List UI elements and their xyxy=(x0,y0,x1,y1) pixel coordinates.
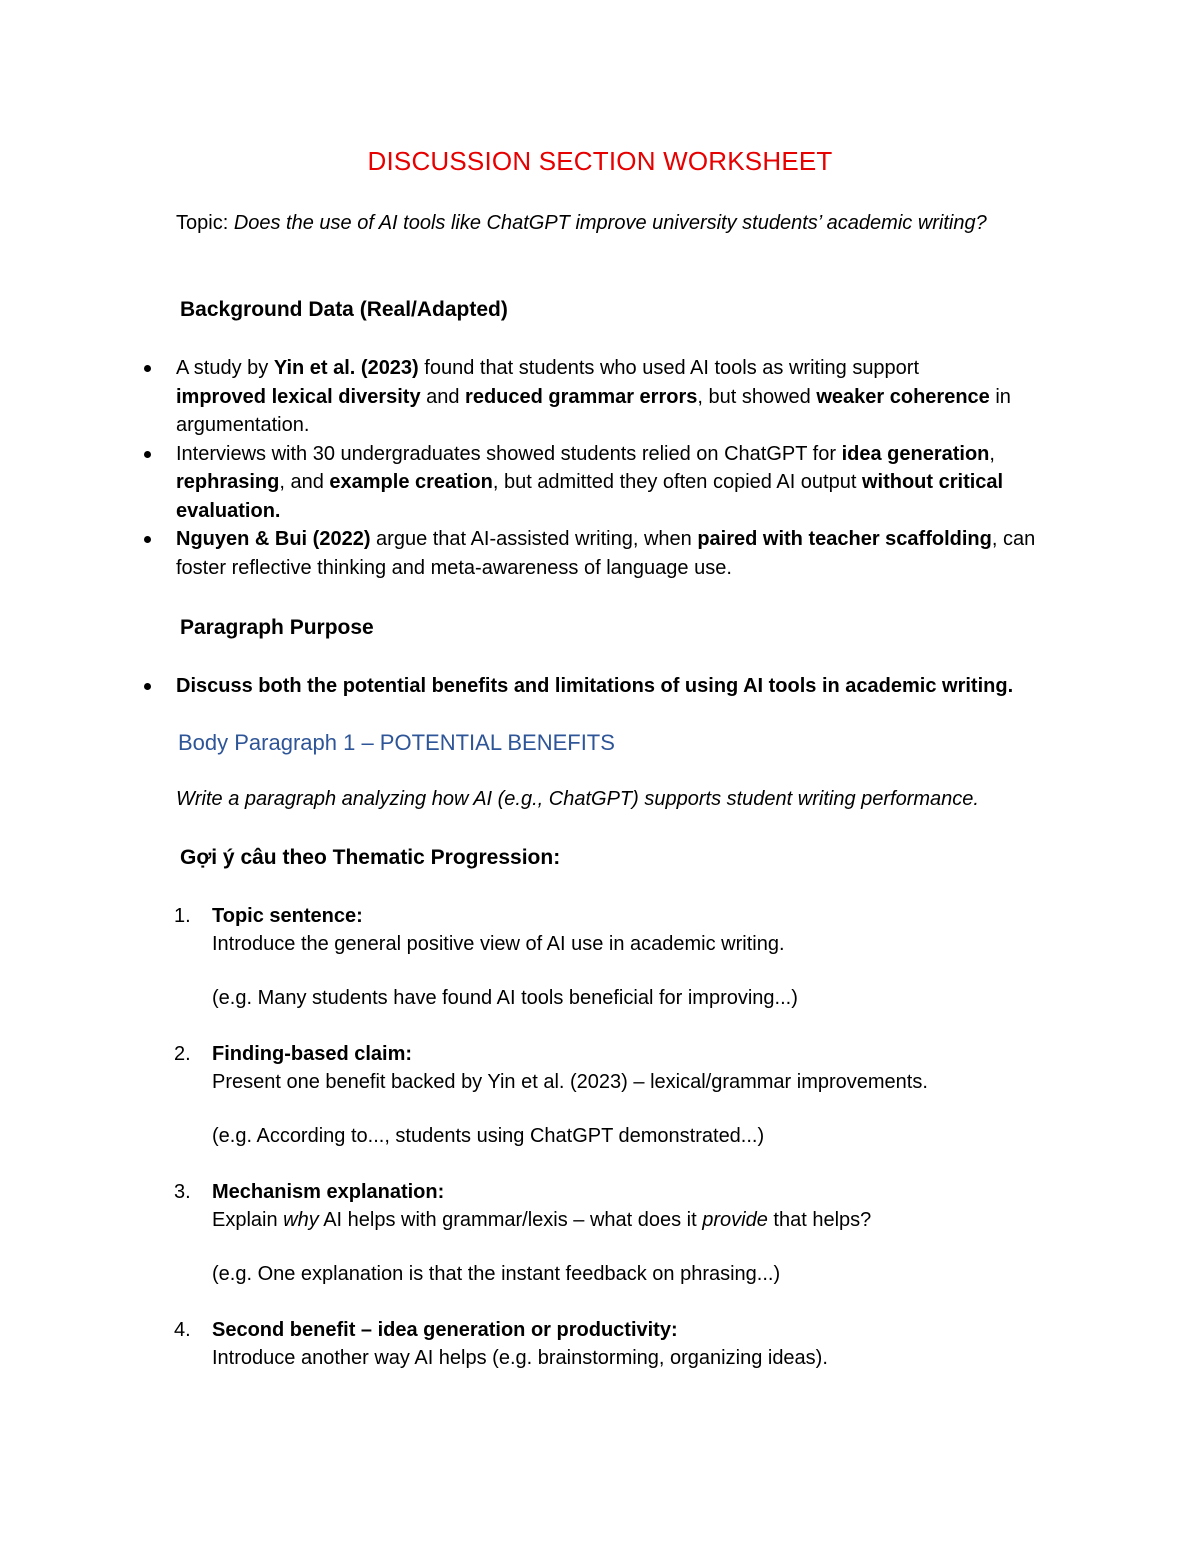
step-item xyxy=(174,1178,1092,1288)
step-number: 3. xyxy=(174,1181,191,1203)
step-example: (e.g. According to..., students using ChatGPT demonstrated...) xyxy=(212,1125,765,1147)
step-description: Introduce the general positive view of AI use in academic writing. xyxy=(212,933,785,955)
topic-question: Does the use of AI tools like ChatGPT improve university students’ academic writing? xyxy=(233,212,987,234)
topic-label: Topic: xyxy=(176,212,234,234)
step-item xyxy=(174,902,1092,1012)
step-number: 1. xyxy=(174,905,191,927)
step-title: Finding-based claim: xyxy=(212,1043,413,1065)
step-example: (e.g. Many students have found AI tools beneficial for improving...) xyxy=(212,987,798,1009)
background-bullet: A study by Yin et al. (2023) found that students who used AI tools as writing support improved lexical diversity and reduced grammar errors, but showed weaker coherence in argumentation. xyxy=(176,354,1076,440)
suggestion-steps xyxy=(174,902,1092,1372)
step-title: Second benefit – idea generation or productivity: xyxy=(212,1319,678,1341)
purpose-heading: Paragraph Purpose xyxy=(180,616,374,639)
topic-line xyxy=(176,212,987,235)
step-item xyxy=(174,1040,1092,1150)
body-paragraph-heading: Body Paragraph 1 – POTENTIAL BENEFITS xyxy=(178,730,615,755)
background-bullet: Nguyen & Bui (2022) argue that AI-assisted writing, when paired with teacher scaffolding, can foster reflective thinking and meta-awareness of language use. xyxy=(176,525,1076,582)
background-bullet-list xyxy=(176,354,1076,582)
step-description: Introduce another way AI helps (e.g. brainstorming, organizing ideas). xyxy=(212,1347,828,1369)
step-description: Present one benefit backed by Yin et al. (2023) – lexical/grammar improvements. xyxy=(212,1071,928,1093)
background-bullet: Interviews with 30 undergraduates showed students relied on ChatGPT for idea generation, rephrasing, and example creation, but admitted they often copied AI output without critical evaluation. xyxy=(176,440,1076,526)
suggestions-heading: Gợi ý câu theo Thematic Progression: xyxy=(180,846,561,869)
step-item xyxy=(174,1316,1092,1372)
step-example: (e.g. One explanation is that the instant feedback on phrasing...) xyxy=(212,1263,781,1285)
step-description: Explain why AI helps with grammar/lexis – what does it provide that helps? xyxy=(212,1209,872,1231)
purpose-bullet-list xyxy=(176,672,1076,701)
background-heading: Background Data (Real/Adapted) xyxy=(180,298,508,321)
page-title: DISCUSSION SECTION WORKSHEET xyxy=(367,146,833,176)
purpose-bullet: Discuss both the potential benefits and limitations of using AI tools in academic writing. xyxy=(176,672,1076,701)
step-title: Mechanism explanation: xyxy=(212,1181,445,1203)
step-number: 2. xyxy=(174,1043,191,1065)
step-title: Topic sentence: xyxy=(212,905,363,927)
body-paragraph-instruction: Write a paragraph analyzing how AI (e.g., ChatGPT) supports student writing performance. xyxy=(176,788,979,810)
step-number: 4. xyxy=(174,1319,191,1341)
